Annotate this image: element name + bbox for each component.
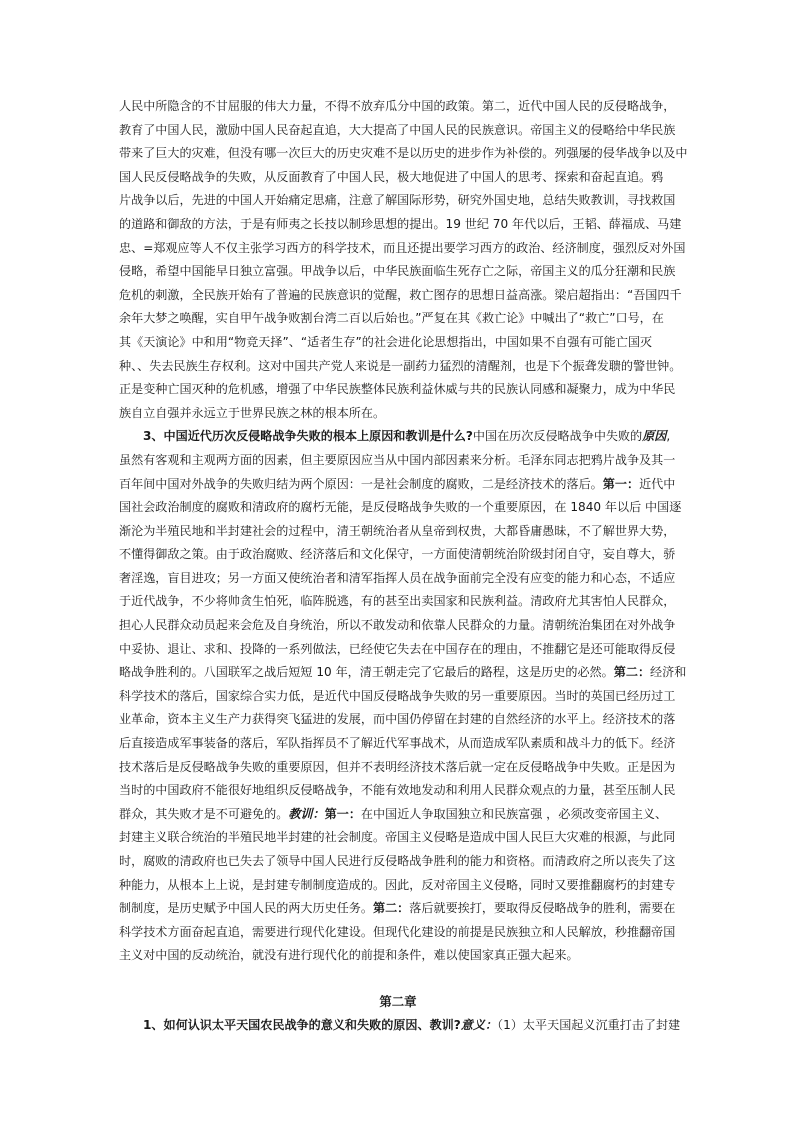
text-span: 百年间中国对外战争的失败归结为两个原因：一是社会制度的腐败，二是经济技术的落后。 [119,476,603,491]
text-line: 国人民反侵略战争的失败，从反面教育了中国人民，极大地促进了中国人的思考、探索和奋起直追。鸦 [119,169,664,184]
text-line [119,473,677,497]
text-line [119,661,687,685]
text-line: 当时的中国政府不能很好地组织反侵略战争，不能有效地发动和利用人民群众观点的力量，甚至压制人民 [119,783,676,798]
text-span: 经济和 [650,665,687,680]
text-line: 中妥协、退让、求和、投降的一系列做法，已经使它失去在中国存在的理由，不推翻它是还可能取得反侵 [119,641,676,656]
text-line: 于近代战争，不少将帅贪生怕死，临阵脱逃，有的甚至出卖国家和民族利益。清政府尤其害怕人民群众， [119,594,676,609]
text-span: 近代中 [639,476,676,491]
text-line: 片战争以后，先进的中国人开始痛定思痛，注意了解国际形势，研究外国史地，总结失败教训，寻找救国 [119,193,676,208]
text-line: 的道路和御敌的方法，于是有师夷之长技以制珍思想的提出。19 世纪 70 年代以后，王韬、薛福成、马建 [119,216,682,231]
text-line: 余年大梦之唤醒，实自甲午战争败割台湾二百以后始也。”严复在其《救亡论》中喊出了“救亡”口号，在 [119,311,664,326]
text-line: 种能力，从根本上上说，是封建专制制度造成的。因此，反对帝国主义侵略，同时又要推翻腐朽的封建专 [119,877,676,892]
text-line: 主义对中国的反动统治，就没有进行现代化的前提和条件，难以使国家真正强大起来。 [119,948,579,963]
text-line: 国社会政治制度的腐败和清政府的腐朽无能，是反侵略战争失败的一个重要原因，在 1840 年以后 中国逐 [119,500,682,515]
text-line: 业革命，资本主义生产力获得突飞猛进的发展，而中国仍停留在封建的自然经济的水平上。经济技术的落 [119,712,676,727]
text-line: 虽然有客观和主观两方面的因素，但主要原因应当从中国内部因素来分析。毛泽东同志把鸦片战争及其一 [119,452,676,467]
question-heading-line [119,425,677,449]
point-label: 第二： [613,665,651,680]
text-line: 教育了中国人民，激励中国人民奋起直追，大大提高了中国人民的民族意识。帝国主义的侵略给中华民族 [119,122,676,137]
term-label: 意义： [460,1017,498,1032]
text-line: 族自立自强并永远立于世界民族之林的根本所在。 [119,405,386,420]
text-line: 科学技术方面奋起直追，需要进行现代化建设。但现代化建设的前提是民族独立和人民解放，秒推翻帝国 [119,924,676,939]
text-span: 群众，其失败才是不可避免的。 [119,806,289,821]
text-line: 侵略，希望中国能早日独立富强。甲战争以后，中华民族面临生死存亡之际，帝国主义的瓜分狂潮和民族 [119,264,676,279]
text-line: 技术落后是反侵略战争失败的重要原因，但并不表明经济技术落后就一定在反侵略战争中失败。正是因为 [119,759,676,774]
point-label: 第一： [602,476,640,491]
text-span: 制制度，是历史赋予中国人民的两大历史任务。 [119,901,373,916]
text-line: 担心人民群众动员起来会危及自身统治，所以不敢发动和依靠人民群众的力量。清朝统治集团在对外战争 [119,618,676,633]
text-line: 种、、失去民族生存权利。这对中国共产党人来说是一副药力猛烈的清醒剂，也是下个振聋发聩的警世钟。 [119,358,682,373]
text-line: 带来了巨大的灾难，但没有哪一次巨大的历史灾难不是以历史的进步作为补偿的。列强屡的侵华战争以及中 [119,146,688,161]
text-line: 时，腐败的清政府也已失去了领导中国人民进行反侵略战争胜利的能力和资格。而清政府之所以丧失了这 [119,854,676,868]
text-line: 其《天演论》中和用“物竞天择”、“适者生存”的社会进化论思想指出，中国如果不自强有可能亡国灭 [119,334,653,349]
text-line: 危机的刺激，全民族开始有了普遍的民族意识的觉醒，救亡图存的思想日益高涨。梁启超指出：“吾国四千 [119,287,682,302]
text-span: 略战争胜利的。八国联军之战后短短 10 年，清王朝走完了它最后的路程，这是历史的必然。 [119,665,614,680]
question-3 [119,425,687,968]
text-line: 后直接造成军事装备的落后，军队指挥员不了解近代军事战术，从而造成军队素质和战斗力的低下。经济 [119,736,676,751]
text-line [119,803,677,827]
text-line [119,897,677,921]
document-page [119,95,688,1037]
question-heading: 3、中国近代历次反侵略战争失败的根本上原因和教训是什么? [143,429,473,444]
term-label: 教训： [288,806,325,821]
term-label: 原因 [642,429,667,444]
point-label: 第一： [324,806,361,821]
text-span: 中国在历次反侵略战争中失败的 [472,429,643,444]
text-span: 在中国近人争取国独立和民族富强 ，必须改变帝国主义、 [360,806,668,821]
chapter-title: 第二章 [379,993,417,1009]
paragraph-continuation [119,95,688,425]
text-span: , [666,429,671,444]
text-span: 落后就要挨打，要取得反侵略战争的胜利，需要在 [409,901,676,916]
text-line: 人民中所隐含的不甘屈服的伟大力量，不得不放弃瓜分中国的政策。第二，近代中国人民的反侵略战争， [119,99,676,113]
point-label: 第二： [372,901,410,916]
text-line: 不懂得御敌之策。由于政治腐败、经济落后和文化保守，一方面使清朝统治阶级封闭自守，妄自尊大，骄 [119,547,676,562]
text-line: 封建主义联合统治的半殖民地半封建的社会制度。帝国主义侵略是造成中国人民巨大灾难的根源，与此同 [119,830,676,845]
text-line: 忠、=郑观应等人不仅主张学习西方的科学技术，而且还提出要学习西方的政治、经济制度，强烈反对外国 [119,240,686,255]
text-line: 科学技术的落后，国家综合实力低，是近代中国反侵略战争失败的另一重要原因。当时的英国已经历过工 [119,688,676,703]
chapter-2 [119,990,681,1037]
section-spacer [119,968,677,990]
question-heading-line [119,1014,681,1038]
text-span: （1）太平天国起义沉重打击了封建 [497,1017,681,1032]
text-line: 渐沦为半殖民地和半封建社会的过程中，清王朝统治者从皇帝到权贵，大都昏庸愚昧，不了解世界大势， [119,523,676,538]
text-line: 正是变种亡国灭种的危机感，增强了中华民族整体民族利益休威与共的民族认同感和凝聚力，成为中华民 [119,382,676,397]
question-heading: 1、如何认识太平天国农民战争的意义和失败的原因、教训? [143,1017,461,1032]
text-line: 奢淫逸，盲目进攻；另一方面又使统治者和清军指挥人员在战争面前完全没有应变的能力和心态，不适应 [119,570,676,585]
